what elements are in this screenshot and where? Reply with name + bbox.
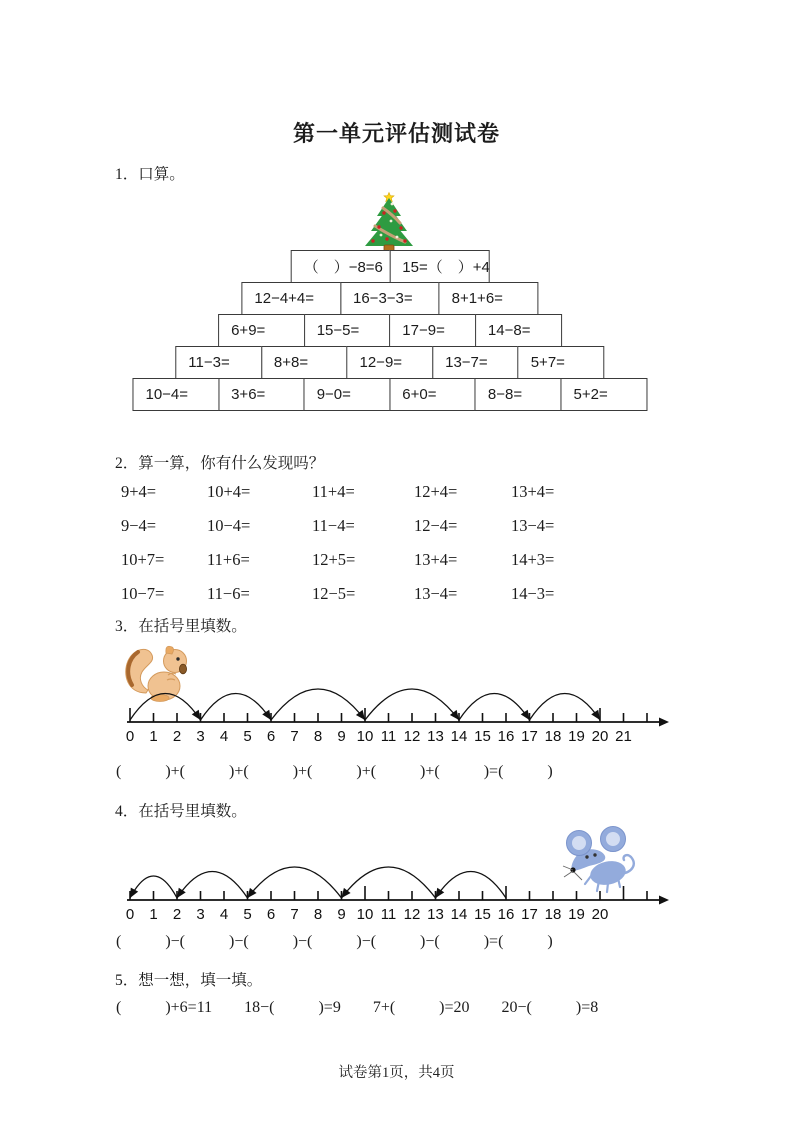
tick-label: 9 bbox=[337, 728, 346, 745]
q3-label: 3．在括号里填数。 bbox=[115, 618, 247, 635]
tick-label: 10 bbox=[356, 728, 374, 745]
pyramid-cell: 3+6= bbox=[218, 378, 305, 411]
tick-label: 6 bbox=[266, 906, 276, 923]
pyramid-cell: （ ）−8=6 bbox=[291, 250, 391, 283]
tick-label: 20 bbox=[591, 906, 609, 923]
pyramid-cell: 11−3= bbox=[175, 346, 262, 379]
axis-arrowhead bbox=[659, 896, 669, 905]
tick-label: 16 bbox=[497, 728, 515, 745]
tick-label: 19 bbox=[568, 728, 585, 745]
q2-expression: 12+4= bbox=[414, 482, 458, 501]
pyramid-cell: 17−9= bbox=[389, 314, 476, 347]
tick-label: 13 bbox=[427, 906, 444, 923]
tick-label: 5 bbox=[243, 906, 252, 923]
tick-label: 3 bbox=[196, 906, 205, 923]
pyramid bbox=[0, 250, 780, 415]
tick-label: 12 bbox=[403, 728, 421, 745]
q2-expression: 11+6= bbox=[207, 550, 250, 569]
jump-arrowhead bbox=[177, 888, 186, 898]
tick-label: 20 bbox=[591, 728, 609, 745]
pyramid-row bbox=[218, 314, 562, 347]
jump-arrowhead bbox=[130, 888, 138, 898]
q2-expression: 10+4= bbox=[207, 482, 251, 501]
tick-label: 0 bbox=[125, 906, 135, 923]
tick-label: 4 bbox=[219, 906, 229, 923]
tick-label: 14 bbox=[450, 728, 468, 745]
pyramid-cell: 9−0= bbox=[304, 378, 391, 411]
jump-arc bbox=[177, 872, 248, 899]
tick-label: 17 bbox=[521, 728, 538, 745]
tick-label: 1 bbox=[149, 906, 158, 923]
tick-label: 11 bbox=[380, 906, 397, 923]
pyramid-row bbox=[132, 378, 647, 411]
pyramid-cell: 6+0= bbox=[389, 378, 476, 411]
tick-label: 1 bbox=[149, 728, 158, 745]
pyramid-cell: 8+8= bbox=[261, 346, 348, 379]
numberline-2 bbox=[108, 833, 680, 928]
q2-expression: 11−4= bbox=[312, 516, 355, 535]
tick-label: 13 bbox=[427, 728, 444, 745]
pyramid-cell: 12−4+4= bbox=[241, 282, 341, 315]
tick-label: 8 bbox=[313, 906, 323, 923]
q2-expression: 14−3= bbox=[511, 584, 555, 603]
q2-expression: 12+5= bbox=[312, 550, 356, 569]
pyramid-row bbox=[241, 282, 538, 315]
pyramid-cell: 5+7= bbox=[518, 346, 605, 379]
jump-arc bbox=[201, 694, 272, 721]
tick-label: 15 bbox=[474, 728, 491, 745]
tick-label: 4 bbox=[219, 728, 229, 745]
pyramid-cell: 13−7= bbox=[432, 346, 519, 379]
tick-label: 18 bbox=[544, 728, 562, 745]
pyramid-cell: 15=（ ）+4 bbox=[389, 250, 489, 283]
q2-expression: 11−6= bbox=[207, 584, 250, 603]
q2-expression: 11+4= bbox=[312, 482, 355, 501]
tick-label: 17 bbox=[521, 906, 538, 923]
pyramid-row bbox=[291, 250, 490, 283]
pyramid-cell: 14−8= bbox=[475, 314, 562, 347]
q2-expression: 13−4= bbox=[414, 584, 458, 603]
jump-arrowhead bbox=[521, 710, 530, 720]
jump-arc bbox=[530, 694, 601, 721]
tick-label: 19 bbox=[568, 906, 585, 923]
page-title: 第一单元评估测试卷 bbox=[292, 121, 500, 146]
jump-arc bbox=[436, 872, 507, 899]
q3-equation: ( )+( )+( )+( )+( )+( )=( ) bbox=[116, 763, 553, 780]
q1-label: 1．口算。 bbox=[115, 166, 185, 183]
jump-arrowhead bbox=[192, 710, 201, 720]
tick-label: 12 bbox=[403, 906, 421, 923]
tick-label: 9 bbox=[337, 906, 346, 923]
pyramid-row bbox=[175, 346, 604, 379]
q2-expression: 12−5= bbox=[312, 584, 356, 603]
tick-label: 21 bbox=[615, 728, 632, 745]
pyramid-cell: 10−4= bbox=[132, 378, 219, 411]
tick-label: 7 bbox=[290, 728, 299, 745]
q2-label: 2．算一算，你有什么发现吗？ bbox=[115, 455, 325, 472]
pyramid-cell: 12−9= bbox=[347, 346, 434, 379]
q2-expression: 13+4= bbox=[414, 550, 458, 569]
pyramid-cell: 5+2= bbox=[561, 378, 648, 411]
tick-label: 3 bbox=[196, 728, 205, 745]
pyramid-cell: 15−5= bbox=[304, 314, 391, 347]
q2-expression: 9+4= bbox=[121, 482, 157, 501]
tick-label: 6 bbox=[266, 728, 276, 745]
tick-label: 2 bbox=[172, 728, 182, 745]
page-footer: 试卷第1页，共4页 bbox=[338, 1065, 455, 1081]
q2-expression: 10−7= bbox=[121, 584, 165, 603]
tick-label: 18 bbox=[544, 906, 562, 923]
jump-arrowhead bbox=[436, 888, 445, 898]
tick-label: 14 bbox=[450, 906, 468, 923]
q4-label: 4．在括号里填数。 bbox=[115, 803, 247, 820]
pyramid-cell: 8−8= bbox=[475, 378, 562, 411]
jump-arrowhead bbox=[591, 710, 600, 720]
jump-arrowhead bbox=[262, 710, 271, 720]
q5-label: 5．想一想，填一填。 bbox=[115, 972, 263, 989]
q2-expression: 14+3= bbox=[511, 550, 555, 569]
pyramid-cell: 16−3−3= bbox=[340, 282, 440, 315]
tick-label: 15 bbox=[474, 906, 491, 923]
q2-grid bbox=[121, 482, 554, 604]
numberline-1 bbox=[108, 655, 680, 750]
tick-label: 2 bbox=[172, 906, 182, 923]
squirrel-ear bbox=[166, 646, 174, 654]
q4-equation: ( )−( )−( )−( )−( )−( )=( ) bbox=[116, 933, 553, 950]
q2-expression: 9−4= bbox=[121, 516, 157, 535]
q5-equations: ( )+6=11 18−( )=9 7+( )=20 20−( )=8 bbox=[116, 999, 599, 1016]
q2-expression: 12−4= bbox=[414, 516, 458, 535]
tick-label: 0 bbox=[125, 728, 135, 745]
tick-label: 10 bbox=[356, 906, 374, 923]
jump-arc bbox=[459, 694, 530, 721]
tick-label: 5 bbox=[243, 728, 252, 745]
q2-expression: 10−4= bbox=[207, 516, 251, 535]
pyramid-cell: 8+1+6= bbox=[439, 282, 539, 315]
tick-label: 8 bbox=[313, 728, 323, 745]
jump-arc bbox=[130, 694, 201, 721]
pyramid-cell: 6+9= bbox=[218, 314, 305, 347]
tick-label: 7 bbox=[290, 906, 299, 923]
tick-label: 11 bbox=[380, 728, 397, 745]
q2-expression: 13+4= bbox=[511, 482, 555, 501]
christmas-tree-image bbox=[357, 191, 421, 253]
q2-expression: 13−4= bbox=[511, 516, 555, 535]
axis-arrowhead bbox=[659, 718, 669, 727]
q2-expression: 10+7= bbox=[121, 550, 165, 569]
tick-label: 16 bbox=[497, 906, 515, 923]
